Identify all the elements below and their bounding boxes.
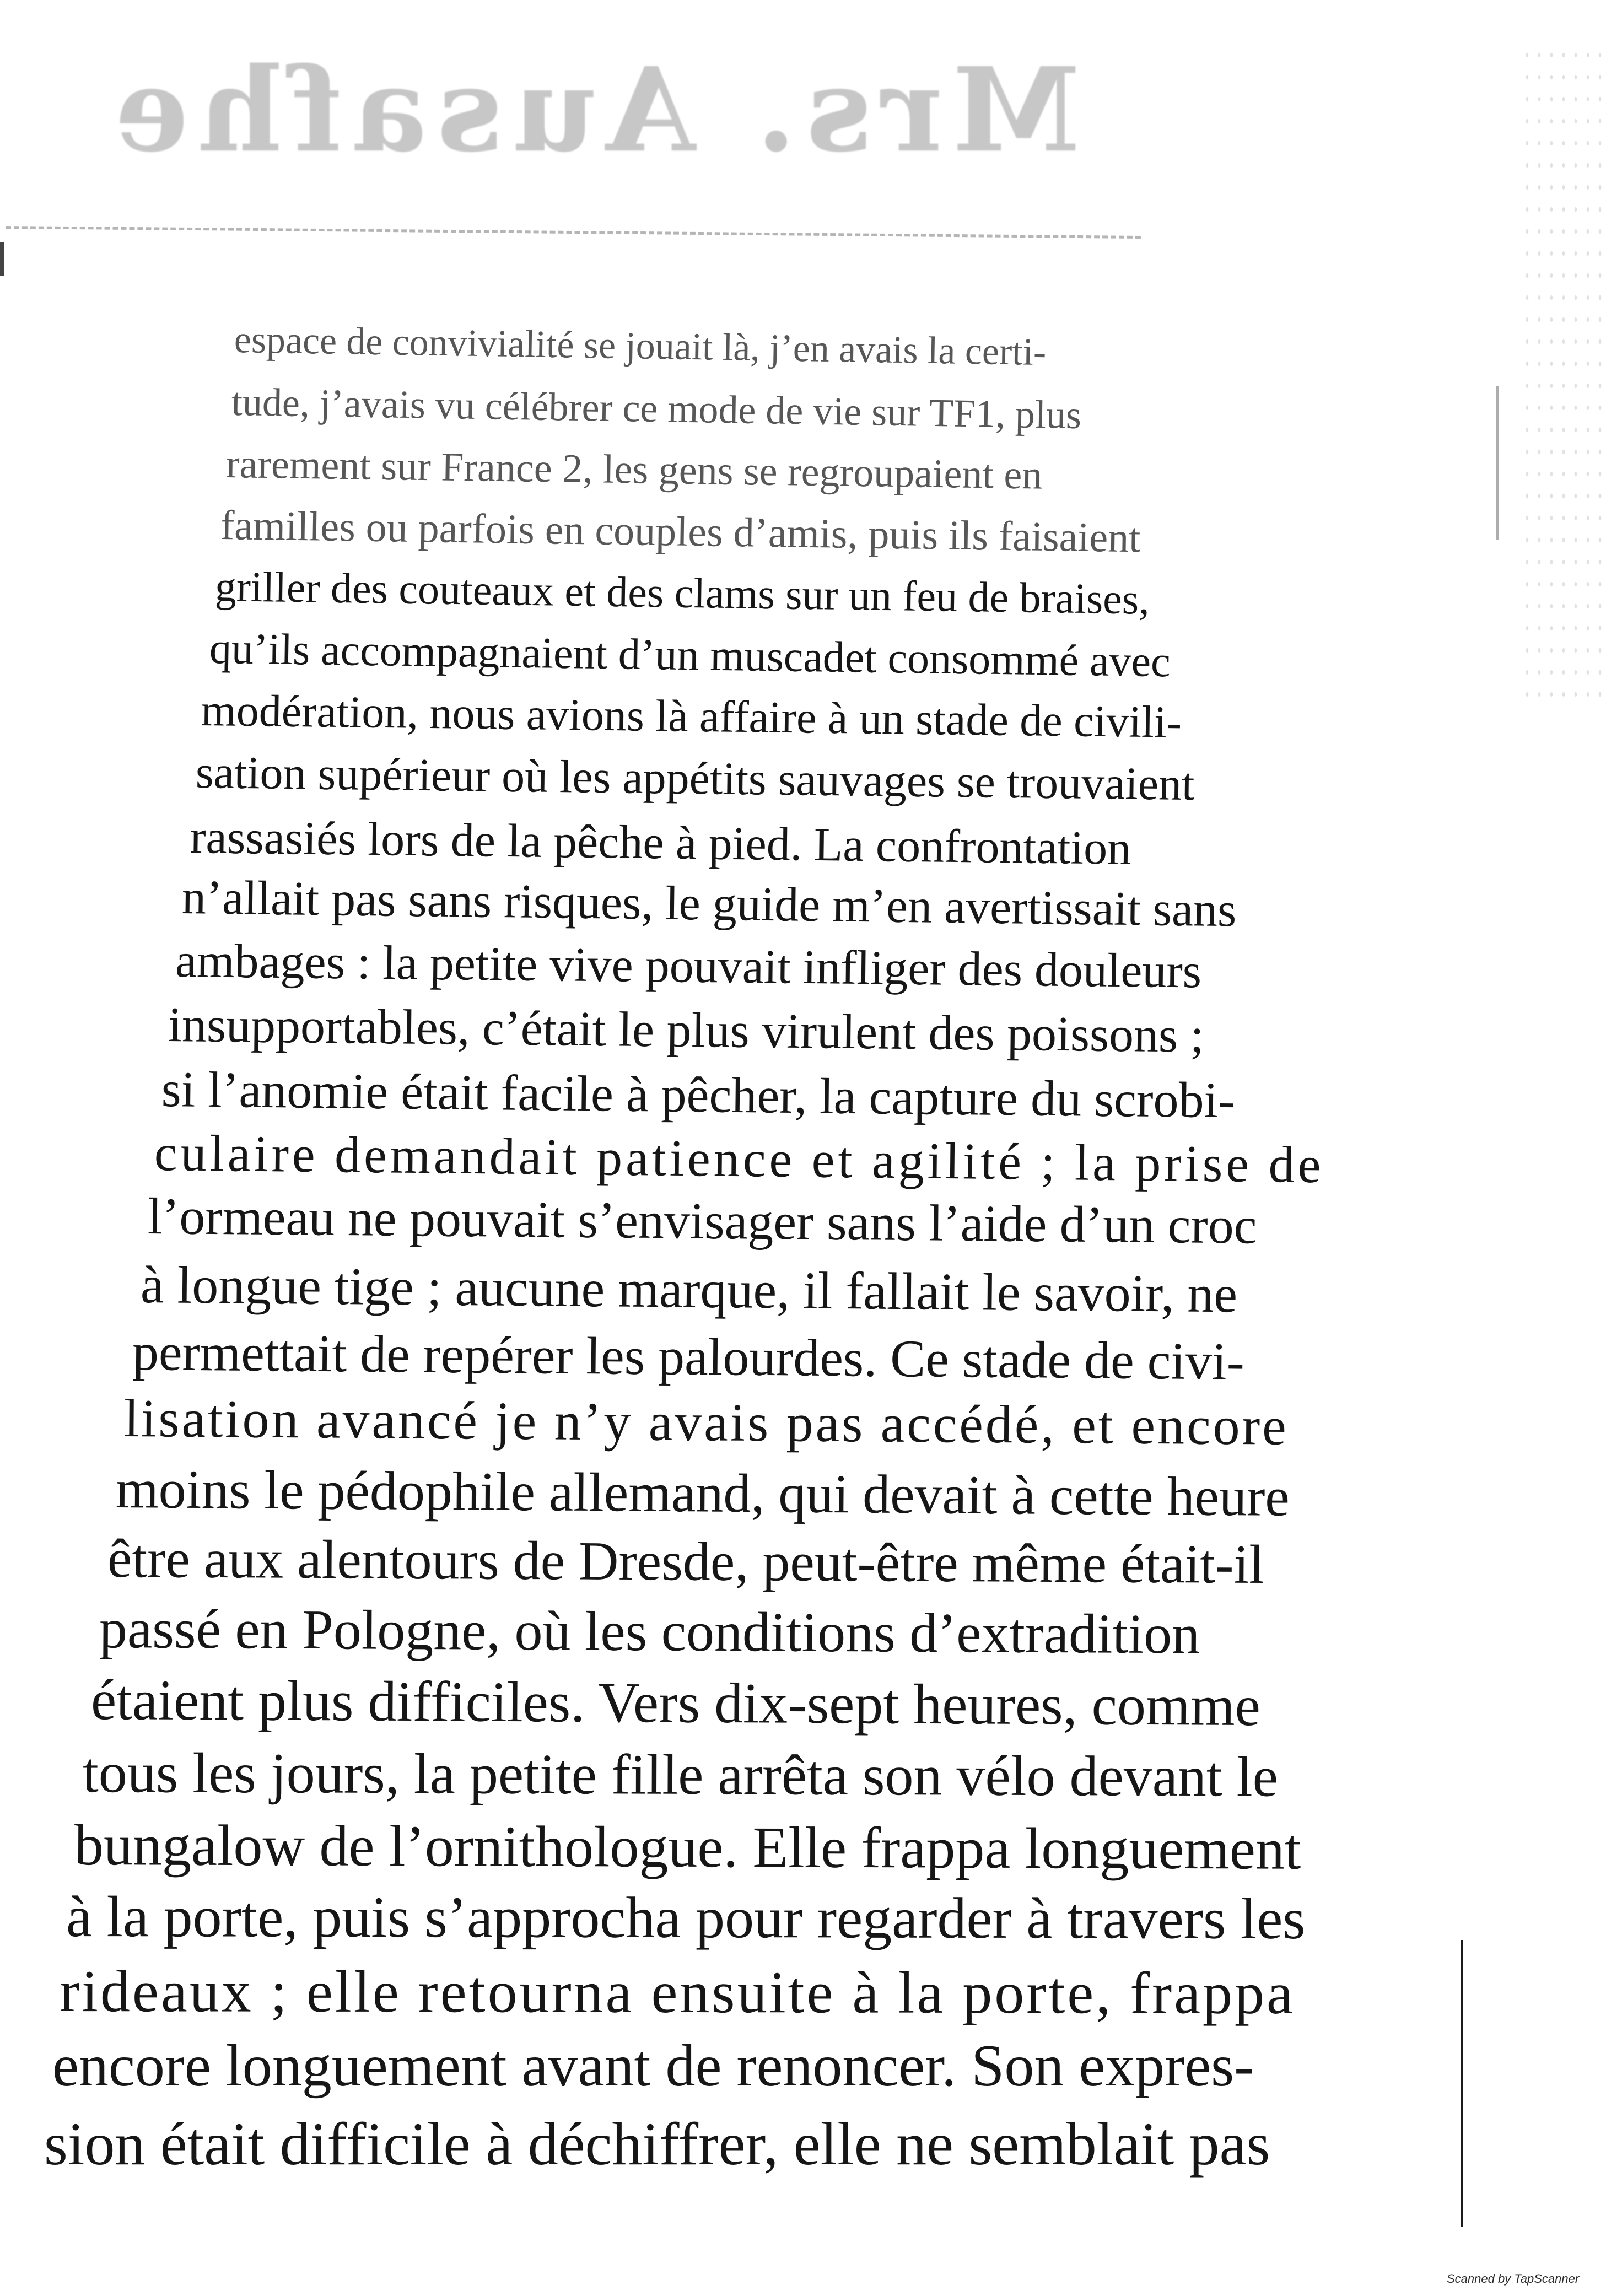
text-line: l’ormeau ne pouvait s’envisager sans l’aide d’un croc xyxy=(147,1188,1257,1255)
text-line: ambages : la petite vive pouvait infliger des douleurs xyxy=(175,934,1202,999)
text-line: encore longuement avant de renoncer. Son expres- xyxy=(52,2033,1254,2099)
text-line: à la porte, puis s’approcha pour regarder à travers les xyxy=(66,1884,1306,1951)
text-line: rassasiés lors de la pêche à pied. La confrontation xyxy=(190,810,1131,875)
text-line: espace de convivialité se jouait là, j’en avais la certi- xyxy=(234,319,1047,374)
text-line: à longue tige ; aucune marque, il fallait le savoir, ne xyxy=(140,1255,1238,1324)
text-line: bungalow de l’ornithologue. Elle frappa longuement xyxy=(74,1813,1301,1882)
text-line: sion était difficile à déchiffrer, elle ne semblait pas xyxy=(44,2110,1270,2178)
text-line: si l’anomie était facile à pêcher, la capture du scrobi- xyxy=(161,1061,1236,1129)
text-line: modération, nous avions là affaire à un stade de civili- xyxy=(201,685,1182,747)
text-line: tude, j’avais vu célébrer ce mode de vie sur TF1, plus xyxy=(231,380,1082,438)
text-line: permettait de repérer les palourdes. Ce stade de civi- xyxy=(132,1322,1245,1391)
text-line: passé en Pologne, où les conditions d’extradition xyxy=(99,1598,1200,1666)
text-line: étaient plus difficiles. Vers dix-sept heures, comme xyxy=(90,1668,1261,1738)
text-line: griller des couteaux et des clams sur un feu de braises, xyxy=(214,562,1150,623)
text-line: familles ou parfois en couples d’amis, puis ils faisaient xyxy=(220,502,1141,562)
text-line: rideaux ; elle retourna ensuite à la porte, frappa xyxy=(59,1959,1296,2026)
text-line: n’allait pas sans risques, le guide m’en avertissait sans xyxy=(181,871,1237,937)
text-line: tous les jours, la petite fille arrêta son vélo devant le xyxy=(82,1741,1279,1809)
scanner-credit: Scanned by TapScanner xyxy=(1447,2272,1580,2286)
text-line: qu’ils accompagnaient d’un muscadet consommé avec xyxy=(209,624,1171,687)
bleed-through-header-text: Mrs. Ausafhe xyxy=(104,42,1081,178)
text-line: sation supérieur où les appétits sauvages se trouvaient xyxy=(195,747,1195,811)
text-line: être aux alentours de Dresde, peut-être même était-il xyxy=(107,1528,1265,1595)
text-line: culaire demandait patience et agilité ; la prise de xyxy=(154,1124,1324,1194)
text-line: rarement sur France 2, les gens se regroupaient en xyxy=(225,441,1043,498)
text-line: lisation avancé je n’y avais pas accédé, et encore xyxy=(123,1389,1289,1457)
text-line: insupportables, c’était le plus virulent des poissons ; xyxy=(168,998,1205,1063)
text-line: moins le pédophile allemand, qui devait à cette heure xyxy=(115,1458,1290,1528)
